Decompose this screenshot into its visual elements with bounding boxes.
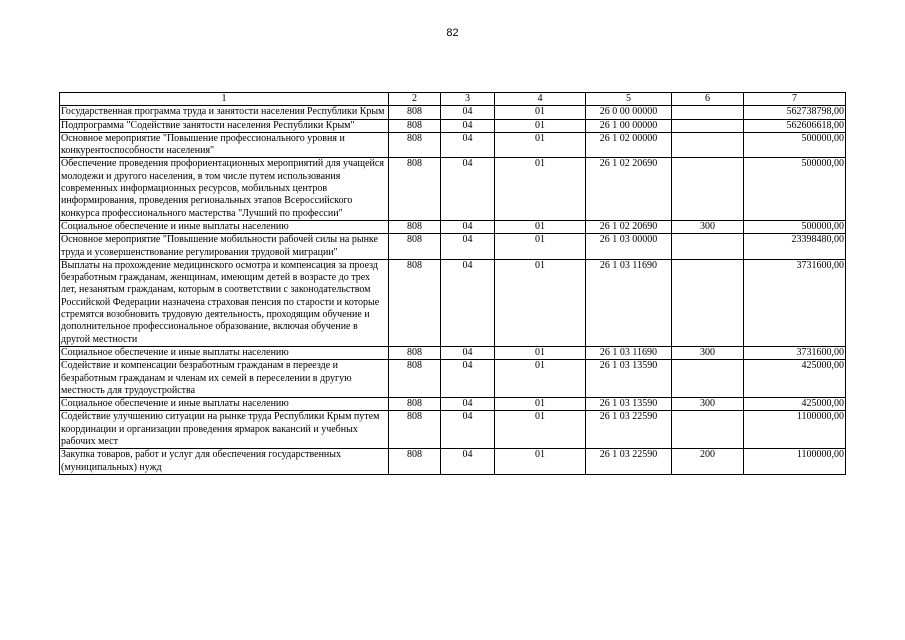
row-target-article-cell: 26 1 02 20690 [586,220,672,233]
table-row [60,119,846,132]
table-row [60,411,846,449]
row-name-cell: Социальное обеспечение и иные выплаты населению [60,398,389,411]
row-code-cell: 808 [389,106,441,119]
row-name-cell: Содействие улучшению ситуации на рынке труда Республики Крым путем координации и организации проведения ярмарок вакансий и учебных рабочих мест [60,411,389,449]
row-target-article-cell: 26 1 03 22590 [586,411,672,449]
row-subsection-cell: 01 [495,234,586,260]
row-amount-cell: 562606618,00 [744,119,846,132]
row-amount-cell: 1100000,00 [744,449,846,475]
row-section-cell: 04 [441,158,495,220]
row-subsection-cell: 01 [495,132,586,158]
row-code-cell: 808 [389,132,441,158]
row-expense-type-cell [672,119,744,132]
row-target-article-cell: 26 1 03 22590 [586,449,672,475]
row-subsection-cell: 01 [495,106,586,119]
row-amount-cell: 500000,00 [744,220,846,233]
row-code-cell: 808 [389,398,441,411]
row-subsection-cell: 01 [495,220,586,233]
row-section-cell: 04 [441,346,495,359]
table-row [60,106,846,119]
row-target-article-cell: 26 1 03 13590 [586,398,672,411]
table-row [60,360,846,398]
row-name-cell: Социальное обеспечение и иные выплаты населению [60,220,389,233]
column-header: 4 [495,93,586,106]
row-subsection-cell: 01 [495,449,586,475]
page-number: 82 [446,27,459,39]
row-expense-type-cell [672,106,744,119]
row-amount-cell: 3731600,00 [744,259,846,346]
row-expense-type-cell: 300 [672,398,744,411]
row-amount-cell: 562738798,00 [744,106,846,119]
row-section-cell: 04 [441,411,495,449]
row-name-cell: Содействие и компенсации безработным гражданам в переезде и безработным гражданам и членам их семей в переселении в другую местность для трудоустройства [60,360,389,398]
table-row [60,346,846,359]
row-target-article-cell: 26 1 03 11690 [586,259,672,346]
column-header: 3 [441,93,495,106]
row-expense-type-cell [672,234,744,260]
header-row [60,93,846,106]
row-target-article-cell: 26 1 03 11690 [586,346,672,359]
table-row [60,220,846,233]
row-section-cell: 04 [441,132,495,158]
table-row [60,158,846,220]
row-expense-type-cell [672,411,744,449]
row-amount-cell: 23398480,00 [744,234,846,260]
row-code-cell: 808 [389,119,441,132]
row-subsection-cell: 01 [495,398,586,411]
row-name-cell: Социальное обеспечение и иные выплаты населению [60,346,389,359]
row-code-cell: 808 [389,158,441,220]
row-name-cell: Подпрограмма "Содействие занятости населения Республики Крым" [60,119,389,132]
column-header: 2 [389,93,441,106]
row-expense-type-cell: 200 [672,449,744,475]
column-header: 5 [586,93,672,106]
row-expense-type-cell: 300 [672,346,744,359]
row-amount-cell: 3731600,00 [744,346,846,359]
row-code-cell: 808 [389,411,441,449]
row-expense-type-cell [672,360,744,398]
column-header: 1 [60,93,389,106]
row-code-cell: 808 [389,220,441,233]
row-code-cell: 808 [389,360,441,398]
table-row [60,398,846,411]
row-amount-cell: 500000,00 [744,158,846,220]
column-header: 7 [744,93,846,106]
row-name-cell: Основное мероприятие "Повышение мобильности рабочей силы на рынке труда и усовершенствование регулирования трудовой миграции" [60,234,389,260]
row-code-cell: 808 [389,346,441,359]
row-target-article-cell: 26 1 03 13590 [586,360,672,398]
row-target-article-cell: 26 1 00 00000 [586,119,672,132]
row-subsection-cell: 01 [495,158,586,220]
row-expense-type-cell [672,259,744,346]
row-amount-cell: 425000,00 [744,360,846,398]
table-row [60,132,846,158]
column-header: 6 [672,93,744,106]
row-amount-cell: 1100000,00 [744,411,846,449]
row-target-article-cell: 26 0 00 00000 [586,106,672,119]
row-name-cell: Государственная программа труда и занятости населения Республики Крым [60,106,389,119]
row-name-cell: Обеспечение проведения профориентационных мероприятий для учащейся молодежи и другого населения, в том числе путем использования современных информационных ресурсов, мобильных центров информирования, проведения региональных этапов Всероссийского конкурса профессионального мастерства "Лучший по профессии" [60,158,389,220]
row-section-cell: 04 [441,220,495,233]
row-target-article-cell: 26 1 02 00000 [586,132,672,158]
row-section-cell: 04 [441,259,495,346]
row-expense-type-cell [672,132,744,158]
row-subsection-cell: 01 [495,411,586,449]
row-amount-cell: 500000,00 [744,132,846,158]
row-subsection-cell: 01 [495,259,586,346]
row-section-cell: 04 [441,106,495,119]
row-target-article-cell: 26 1 02 20690 [586,158,672,220]
budget-table [59,92,846,475]
row-section-cell: 04 [441,119,495,132]
row-section-cell: 04 [441,360,495,398]
row-code-cell: 808 [389,234,441,260]
table-row [60,234,846,260]
row-section-cell: 04 [441,398,495,411]
row-name-cell: Основное мероприятие "Повышение профессионального уровня и конкурентоспособности населения" [60,132,389,158]
row-code-cell: 808 [389,259,441,346]
row-name-cell: Выплаты на прохождение медицинского осмотра и компенсация за проезд безработным гражданам, женщинам, имеющим детей в возрасте до трех лет, незанятым гражданам, которым в соответствии с законодательством Российской Федерации назначена страховая пенсия по старости и которые стремятся возобновить трудовую деятельность, проходящим обучение и дополнительное профессиональное образование, включая обучение в другой местности [60,259,389,346]
row-section-cell: 04 [441,234,495,260]
table-row [60,449,846,475]
row-subsection-cell: 01 [495,346,586,359]
row-subsection-cell: 01 [495,119,586,132]
row-name-cell: Закупка товаров, работ и услуг для обеспечения государственных (муниципальных) нужд [60,449,389,475]
row-subsection-cell: 01 [495,360,586,398]
table-row [60,259,846,346]
row-section-cell: 04 [441,449,495,475]
row-amount-cell: 425000,00 [744,398,846,411]
row-target-article-cell: 26 1 03 00000 [586,234,672,260]
row-expense-type-cell: 300 [672,220,744,233]
row-expense-type-cell [672,158,744,220]
row-code-cell: 808 [389,449,441,475]
